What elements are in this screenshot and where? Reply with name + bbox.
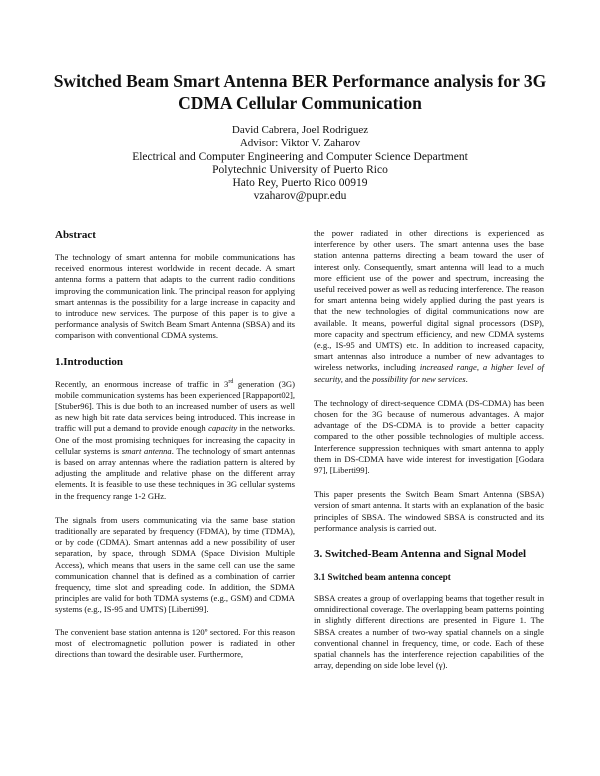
intro-paragraph-3: The convenient base station antenna is 120º sectored. For this reason most of electromagnetic pollution power is radiated in other directions than toward the desirable user. Furthermore, bbox=[55, 626, 295, 660]
intro-paragraph-1: Recently, an enormous increase of traffic in 3rd generation (3G) mobile communication systems has been experienced [Rappaport02], [Stuber96]. This is due both to an increased number of users as well as new high bit rate data services being introduced. This increase in traffic will put a demand to provide enough capacity in the networks. One of the most promising techniques for increasing the capacity in cellular systems is smart antenna. The technology of smart antennas is based on array antennas where the radiation pattern is altered by adjusting the amplitude and relative phase on the different array elements. It is feasible to use these techniques in 3G cellular systems in the frequency range 1-2 GHz. bbox=[55, 378, 295, 501]
intro-paragraph-2: The signals from users communicating via the same base station traditionally are separated by frequency (FDMA), by time (TDMA), or by code (CDMA). Smart antennas add a new possibility of user separation, by space, through SDMA (Space Division Multiple Access), which means that users in the same cell can use the same communication channel that is defined as a combination of carrier frequency, time slot and spreading code. In addition, the SDMA principles are valid for both TDMA systems (e.g., GSM) and CDMA systems (e.g., IS-95 and UMTS) [Liberti99]. bbox=[55, 514, 295, 615]
author-block bbox=[60, 124, 540, 204]
university: Polytechnic University of Puerto Rico bbox=[212, 163, 388, 176]
abstract-text: The technology of smart antenna for mobile communications has received enormous interest worldwide in recent decade. A smart antenna forms a pattern that adapts to the current radio conditions improving the communication link. The principal reason for applying smart antennas is the possibility for a large increase in capacity and to introduce new services. The purpose of this paper is to give a performance analysis of Switch Beam Smart Antenna (SBSA) and its comparison with conventional CDMA systems. bbox=[55, 252, 295, 341]
department: Electrical and Computer Engineering and Computer Science Department bbox=[132, 150, 468, 163]
abstract-heading: Abstract bbox=[55, 229, 96, 241]
authors: David Cabrera, Joel Rodriguez bbox=[231, 124, 369, 136]
location: Hato Rey, Puerto Rico 00919 bbox=[232, 177, 368, 190]
section-3-heading: 3. Switched-Beam Antenna and Signal Model bbox=[314, 548, 527, 561]
section-3-paragraph-1: SBSA creates a group of overlapping beams that together result in omnidirectional coverage. The overlapping beam patterns pointing in slightly different directions are presented in Figure 1. The SBSA creates a number of two-way spatial channels on a single conventional channel in frequency, time, or code. Each of these spatial channels has the interference rejection capabilities of the array, depending on side lobe level (γ). bbox=[314, 593, 544, 671]
intro-paragraph-4: the power radiated in other directions is experienced as interference by other users. The smart antenna uses the base station antenna patterns directing a beam toward the user of interest only. Consequently, smart antenna will lead to a much more efficient use of the power and spectrum, increasing the useful received power as well as reducing interference. The reason for smart antenna being widely applied during the past years is that the new technologies of digital communications now are available. It means, powerful digital signal processors (DSP), more capacity and spectrum efficiency, and new CDMA systems (e.g., IS-95 and UMTS) etc. In addition to increased capacity, smart antennas also introduce a number of new advantages to wireless networks, including increased range, a higher level of security, and the possibility for new services. bbox=[314, 228, 544, 384]
left-column bbox=[55, 228, 295, 671]
intro-paragraph-6: This paper presents the Switch Beam Smart Antenna (SBSA) version of smart antenna. It starts with an explanation of the basic principles of SBSA. The windowed SBSA is constructed and its performance analysis is carried out. bbox=[314, 489, 544, 533]
paper-title: Switched Beam Smart Antenna BER Performance analysis for 3G CDMA Cellular Communication bbox=[53, 71, 547, 113]
section-3-1-heading: 3.1 Switched beam antenna concept bbox=[314, 572, 451, 583]
intro-paragraph-5: The technology of direct-sequence CDMA (DS-CDMA) has been chosen for the 3G because of numerous advantages. A major advantage of the DS-CDMA is to provide a better capacity compared to the other possible technologies of multiple access. Interference suppression techniques with smart antenna to apply them in DS-CDMA have wide interest for investigation [Godara 97], [Liberti99]. bbox=[314, 397, 544, 476]
advisor: Advisor: Viktor V. Zaharov bbox=[239, 137, 361, 150]
right-column bbox=[314, 228, 544, 683]
email: vzaharov@pupr.edu bbox=[253, 190, 347, 203]
introduction-heading: 1.Introduction bbox=[55, 355, 123, 368]
